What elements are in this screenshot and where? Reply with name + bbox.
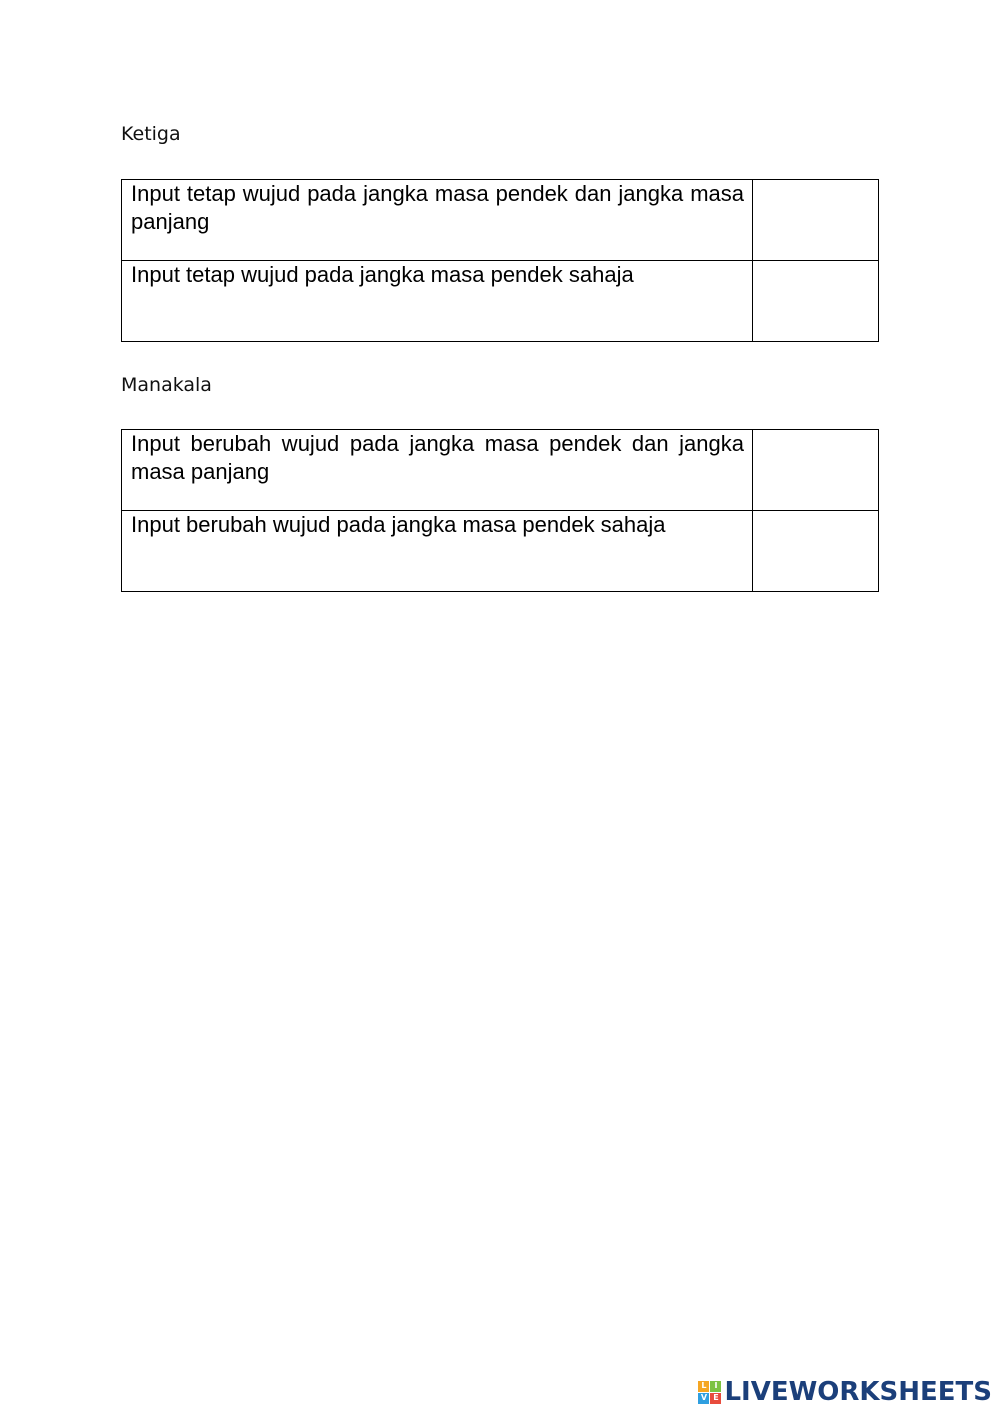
statement-cell bbox=[122, 261, 753, 342]
table-row bbox=[122, 180, 879, 261]
answer-drop-box[interactable] bbox=[753, 511, 879, 592]
answer-table-ketiga bbox=[121, 179, 879, 342]
statement-cell bbox=[122, 180, 753, 261]
statement-text: Input tetap wujud pada jangka masa pendek dan jangka masa panjang bbox=[131, 181, 744, 234]
logo-tile-e: E bbox=[710, 1393, 721, 1404]
statement-cell bbox=[122, 511, 753, 592]
statement-cell bbox=[122, 430, 753, 511]
statement-text: Input berubah wujud pada jangka masa pendek dan jangka masa panjang bbox=[131, 431, 744, 484]
answer-drop-box[interactable] bbox=[753, 261, 879, 342]
liveworksheets-logo-icon bbox=[698, 1381, 721, 1404]
section-heading-manakala: Manakala bbox=[121, 374, 212, 396]
section-heading-ketiga: Ketiga bbox=[121, 123, 181, 145]
liveworksheets-logo bbox=[698, 1377, 992, 1407]
logo-tile-i: I bbox=[710, 1381, 721, 1392]
statement-text: Input berubah wujud pada jangka masa pendek sahaja bbox=[131, 512, 666, 537]
logo-text: LIVEWORKSHEETS bbox=[724, 1377, 992, 1407]
table-row bbox=[122, 511, 879, 592]
answer-drop-box[interactable] bbox=[753, 180, 879, 261]
table-row bbox=[122, 261, 879, 342]
logo-tile-v: V bbox=[698, 1393, 709, 1404]
logo-tile-l: L bbox=[698, 1381, 709, 1392]
table-row bbox=[122, 430, 879, 511]
statement-text: Input tetap wujud pada jangka masa pendek sahaja bbox=[131, 262, 634, 287]
answer-drop-box[interactable] bbox=[753, 430, 879, 511]
answer-table-manakala bbox=[121, 429, 879, 592]
